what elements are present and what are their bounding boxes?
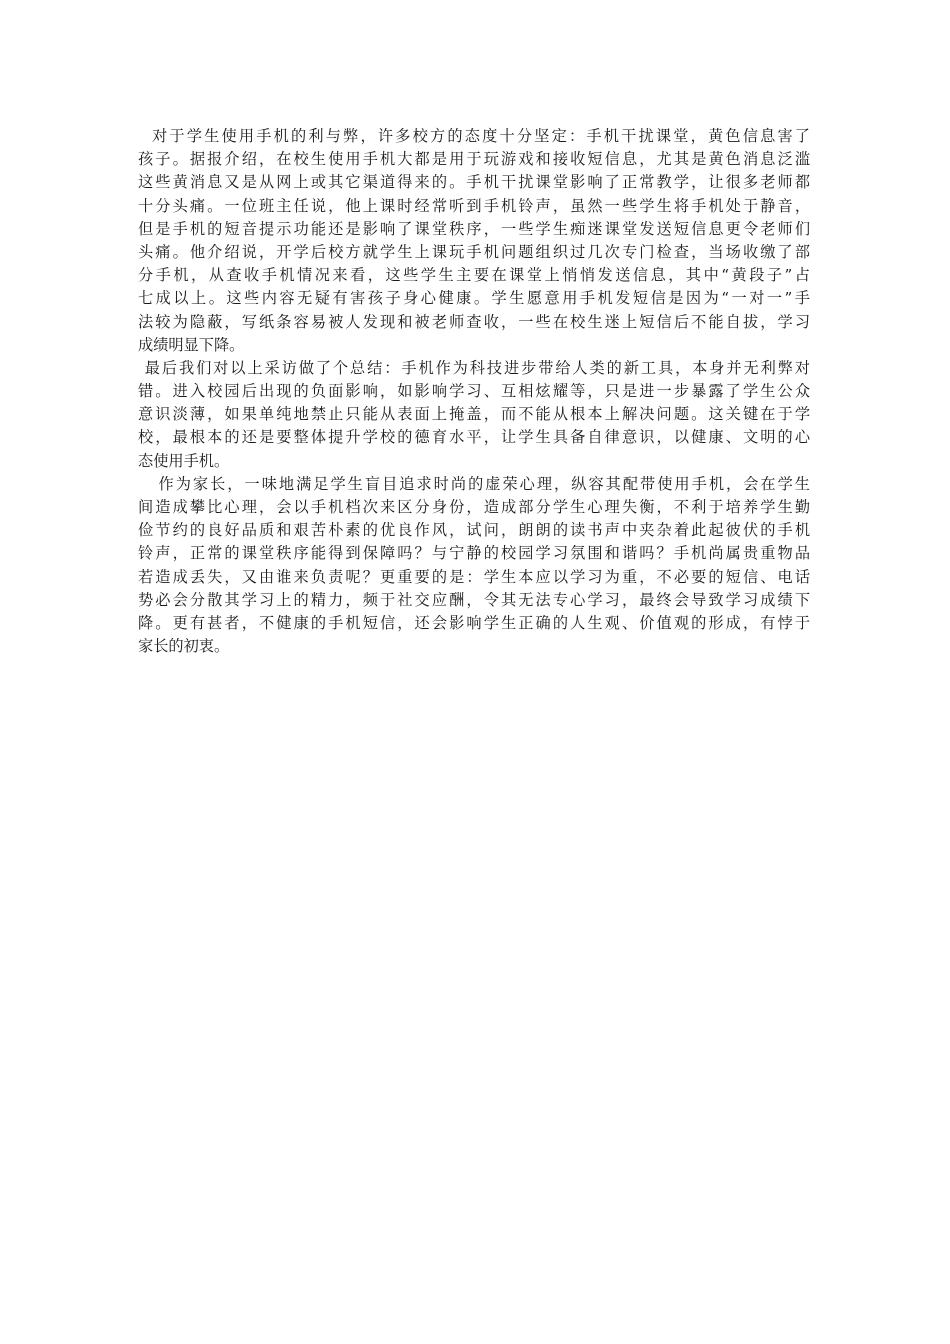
paragraph-line: 若造成丢失，又由谁来负责呢？更重要的是：学生本应以学习为重，不必要的短信、电话: [138, 567, 810, 586]
paragraph-line: 十分头痛。一位班主任说，他上课时经常听到手机铃声，虽然一些学生将手机处于静音，: [138, 196, 810, 215]
paragraph-line: 对于学生使用手机的利与弊，许多校方的态度十分坚定：手机干扰课堂，黄色信息害了: [138, 127, 810, 145]
document-body: [138, 125, 810, 658]
paragraph-line: 七成以上。这些内容无疑有害孩子身心健康。学生愿意用手机发短信是因为“一对一”手: [138, 289, 810, 308]
paragraph-line: 分手机，从查收手机情况来看，这些学生主要在课堂上悄悄发送信息，其中“黄段子”占: [138, 266, 810, 285]
paragraph-line: 孩子。据报介绍，在校生使用手机大都是用于玩游戏和接收短信息，尤其是黄色消息泛滥: [138, 150, 810, 169]
paragraph-line: 态使用手机。: [138, 451, 230, 470]
paragraph-line: 降。更有甚者，不健康的手机短信，还会影响学生正确的人生观、价值观的形成，有悖于: [138, 613, 810, 632]
paragraph-2: [138, 357, 810, 473]
paragraph-line: 法较为隐蔽，写纸条容易被人发现和被老师查收，一些在校生迷上短信后不能自拔，学习: [138, 312, 810, 331]
paragraph-line: 间造成攀比心理，会以手机档次来区分身份，造成部分学生心理失衡，不利于培养学生勤: [138, 498, 810, 516]
paragraph-line: 家长的初衷。: [138, 637, 230, 656]
paragraph-line: 头痛。他介绍说，开学后校方就学生上课玩手机问题组织过几次专门检查，当场收缴了部: [138, 242, 810, 261]
paragraph-line: 但是手机的短音提示功能还是影响了课堂秩序，一些学生痴迷课堂发送短信息更令老师们: [138, 219, 810, 238]
paragraph-3: [138, 473, 810, 659]
paragraph-line: 最后我们对以上采访做了个总结：手机作为科技进步带给人类的新工具，本身并无利弊对: [138, 358, 810, 377]
paragraph-line: 铃声，正常的课堂秩序能得到保障吗？与宁静的校园学习氛围和谐吗？手机尚属贵重物品: [138, 544, 810, 563]
paragraph-line: 意识淡薄，如果单纯地禁止只能从表面上掩盖，而不能从根本上解决问题。这关键在于学: [138, 405, 810, 424]
paragraph-line: 成绩明显下降。: [138, 335, 245, 354]
paragraph-line: 作为家长，一味地满足学生盲目追求时尚的虚荣心理，纵容其配带使用手机，会在学生: [138, 474, 810, 493]
paragraph-line: 俭节约的良好品质和艰苦朴素的优良作风，试问，朗朗的读书声中夹杂着此起彼伏的手机: [138, 521, 810, 540]
paragraph-line: 错。进入校园后出现的负面影响，如影响学习、互相炫耀等，只是进一步暴露了学生公众: [138, 382, 810, 401]
paragraph-line: 这些黄消息又是从网上或其它渠道得来的。手机干扰课堂影响了正常教学，让很多老师都: [138, 173, 810, 192]
paragraph-1: [138, 125, 810, 357]
paragraph-line: 校，最根本的还是要整体提升学校的德育水平，让学生具备自律意识，以健康、文明的心: [138, 428, 810, 447]
paragraph-line: 势必会分散其学习上的精力，频于社交应酬，令其无法专心学习，最终会导致学习成绩下: [138, 590, 810, 609]
